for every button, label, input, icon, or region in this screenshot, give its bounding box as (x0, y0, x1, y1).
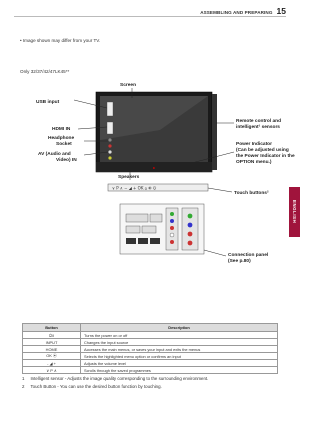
description-cell: Selects the highlighted menu option or confirms an input (81, 353, 278, 360)
tv-illustration (96, 92, 217, 172)
label-hdmi-in: HDMI IN (52, 127, 71, 132)
label-remote-1: Remote control and (236, 119, 282, 124)
footnote-text: Touch Button - You can use the desired button function by touching. (30, 384, 162, 389)
table-row (23, 367, 278, 374)
footnote-text: Intelligent sensor - Adjusts the image quality corresponding to the surrounding environment. (30, 376, 209, 381)
description-cell: Scrolls through the saved programmes (81, 367, 278, 374)
footnote-number: 2 (22, 384, 25, 389)
label-headphone-1: Headphone (48, 136, 75, 141)
touch-button-strip (108, 184, 208, 191)
tv-diagram (0, 80, 300, 310)
button-cell: HOME (23, 346, 81, 353)
label-av-2: Video) IN (56, 158, 77, 163)
label-remote-2: intelligent¹ sensors (236, 125, 280, 130)
table-row (23, 360, 278, 367)
label-speakers: Speakers (118, 175, 140, 180)
label-connection-2: (See p.80) (228, 259, 251, 264)
label-usb-input: USB input (36, 100, 60, 105)
description-cell: Turns the power on or off (81, 332, 278, 339)
label-connection-1: Connection panel (228, 253, 269, 258)
description-cell: Accesses the main menus, or saves your input and exits the menus (81, 346, 278, 353)
label-power-1: Power Indicator (236, 142, 272, 147)
header-title: ASSEMBLING AND PREPARING (200, 10, 273, 15)
footnote-number: 1 (22, 376, 25, 381)
button-cell: - ◢ + (23, 360, 81, 367)
label-power-3: the Power Indicator in the (236, 154, 295, 159)
button-cell: INPUT (23, 339, 81, 346)
page-number: 15 (276, 6, 286, 16)
image-note (20, 38, 100, 43)
button-cell: ∨ P ∧ (23, 367, 81, 374)
description-cell: Changes the input source (81, 339, 278, 346)
table-header-row (23, 324, 278, 332)
label-touch-buttons: Touch buttons² (234, 191, 269, 196)
header-rule (14, 16, 286, 17)
language-tab-label: ENGLISH (292, 200, 297, 224)
table-row (23, 332, 278, 339)
label-headphone-2: Socket (56, 142, 72, 147)
model-note: Only 32/37/42/47LK45** (20, 69, 70, 74)
button-description-table (22, 323, 278, 374)
svg-text:∨ P ∧ − ◢ + OK ⌂ ⎆ ⏻: ∨ P ∧ − ◢ + OK ⌂ ⎆ ⏻ (112, 185, 157, 191)
connection-panel (120, 204, 204, 254)
column-header-description: Description (81, 324, 278, 332)
footnote-item (22, 375, 282, 383)
label-screen: Screen (120, 83, 136, 88)
label-power-4: OPTION menu.) (236, 160, 272, 165)
footnotes (22, 375, 282, 391)
image-note-text: Image shown may differ from your TV. (22, 38, 101, 43)
table-row (23, 346, 278, 353)
table-row (23, 339, 278, 346)
bullet-icon: • (20, 38, 23, 43)
page-header (200, 6, 286, 16)
label-av-1: AV (Audio and (38, 152, 71, 157)
table-row (23, 353, 278, 360)
button-cell: OK ⦿ (23, 353, 81, 360)
label-power-2: (Can be adjusted using (236, 148, 289, 153)
column-header-button: Button (23, 324, 81, 332)
footnote-item (22, 383, 282, 391)
button-cell: ⏻/I (23, 332, 81, 339)
description-cell: Adjusts the volume level (81, 360, 278, 367)
